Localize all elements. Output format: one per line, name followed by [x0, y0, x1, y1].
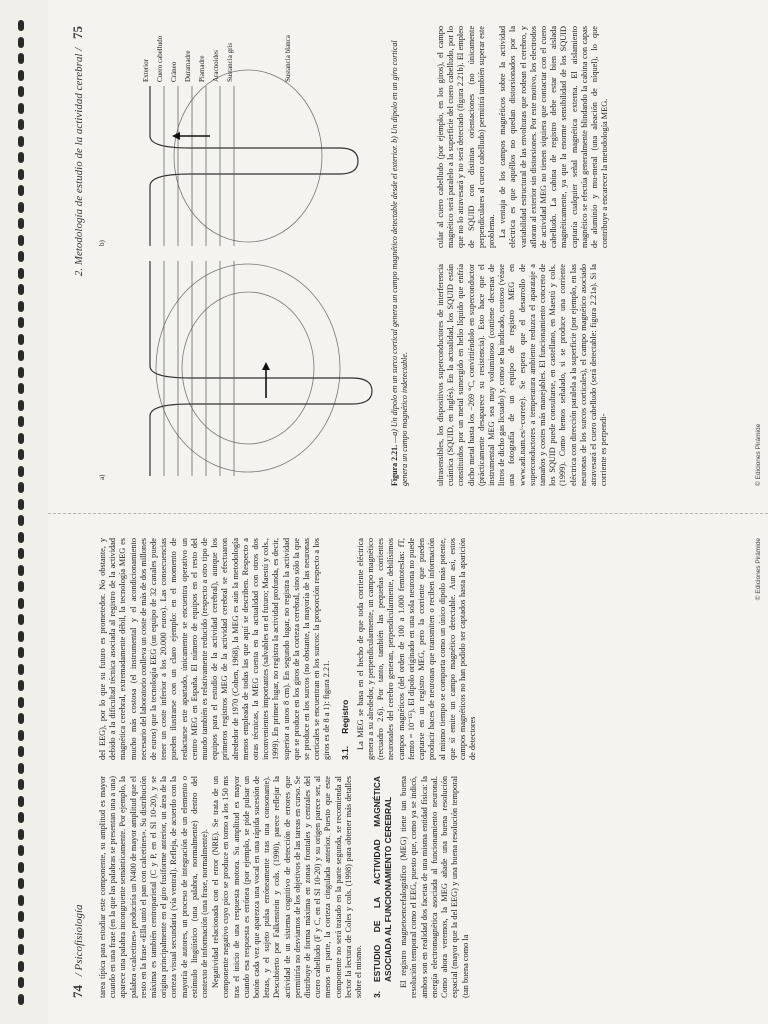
binding-hole: [18, 565, 24, 576]
binding-hole: [18, 235, 24, 246]
binding-hole: [18, 350, 24, 361]
paragraph: tarea típica para estudiar este componente, su amplitud es mayor cuando en una frase (en la que las palabras se presentan una a una) aparece una palabra incongruente semánticamente. Por ejemplo, la palabra «calcetines» produciría un N400 de mayor amplitud que el resto en la frase «Ella untó el pan con calcetines». Su distribución máxima es también centroparietal (C y P, en el SI 10-20), y se origina principalmente en el giro fusiforme anterior, un área de la corteza visual secundaria (vía ventral). Refleja, de acuerdo con la mayoría de autores, un proceso de integración de un elemento o estímulo lingüístico (una palabra, normalmente) dentro del contexto de información (una frase, normalmente).: [98, 776, 210, 998]
binding-hole: [18, 730, 24, 741]
binding-hole: [18, 911, 24, 922]
binding-hole: [18, 977, 24, 988]
binding-hole: [18, 70, 24, 81]
binding-hole: [18, 895, 24, 906]
text-columns: [436, 26, 746, 486]
label-sustancia-blanca: Sustancia blanca: [284, 35, 292, 82]
figure-2-21: [90, 26, 428, 486]
binding-hole: [18, 482, 24, 493]
binding-hole: [18, 532, 24, 543]
panel-b-label: b): [98, 240, 106, 246]
binding-hole: [18, 680, 24, 691]
label-cuero-cabelludo: Cuero cabelludo: [156, 35, 164, 82]
binding-hole: [18, 928, 24, 939]
binding-hole: [18, 218, 24, 229]
dipole-diagram: [90, 26, 386, 486]
binding-hole: [18, 878, 24, 889]
section-number: 3.: [372, 991, 383, 998]
binding-hole: [18, 499, 24, 510]
panel-a-label: a): [98, 474, 106, 480]
running-head-left: 74 / Psicofisiología: [70, 904, 85, 998]
binding-hole: [18, 284, 24, 295]
field-line-outer: [156, 264, 340, 472]
column-2: [98, 538, 746, 760]
binding-hole: [18, 515, 24, 526]
subsection-heading: [340, 538, 350, 760]
label-aracnoides: Aracnoides: [212, 50, 220, 82]
binding-hole: [18, 796, 24, 807]
paragraph: del EEG), por lo que su futuro es prometedor. No obstante, y debido a la dificultad técnica asociada al registro de la actividad magnética cerebral, extremadamente débil, la tecnología MEG es mucho más costosa (el instrumental y el acondicionamiento necesario del laboratorio conlleva un coste de más de dos millones de euros) que la tecnología EEG (un equipo de 32 canales puede tener un coste inferior a los 20.000 euros). Las consecuencias pueden ilustrarse con un claro ejemplo: en el momento de redactarse este apartado, únicamente se encuentra operativo un centro MEG en España. El número de equipos en el resto del mundo también es relativamente reducido (respecto a otro tipo de equipos para el estudio de la actividad cerebral), aunque los primeros registros MEG de la actividad cerebral se efectuaron alrededor de 1970 (Cohen, 1968), la MEG es aún la metodología menos empleada de todas las que aquí se describen. Respecto a otras técnicas, la MEG cuenta en la actualidad con otros dos inconvenientes importantes (salvables en el futuro; Maestú y cols., 1999). En primer lugar, no registra la actividad profunda, es decir, superior a unos 8 cm). En segundo lugar, no registra la actividad que se produce en los giros de la corteza cerebral, sino sólo la que se produce en los surcos (no obstante, la mayoría de las neuronas corticales se encuentran en los surcos: la proporción respecto a los giros es de 8 a 1): figura 2.21.: [98, 538, 332, 760]
page-number: 74: [70, 985, 85, 998]
cortex-surface-b: [150, 86, 358, 246]
binding-hole: [18, 862, 24, 873]
binding-hole: [18, 383, 24, 394]
binding-hole: [18, 713, 24, 724]
label-sustancia-gris: Sustancia gris: [226, 42, 234, 82]
caption-label: Figura 2.21.: [390, 444, 399, 486]
label-piamadre: Piamadre: [198, 55, 206, 82]
binding-hole: [18, 103, 24, 114]
binding-hole: [18, 53, 24, 64]
figure-caption: [390, 26, 410, 486]
binding-hole: [18, 317, 24, 328]
binding-hole: [18, 152, 24, 163]
section-title: ESTUDIO DE LA ACTIVIDAD MAGNÉTICA ASOCIADA AL FUNCIONAMIENTO CEREBRAL: [372, 776, 393, 982]
text-columns: [98, 538, 746, 998]
running-head-right: 2. Metodología de estudio de la actividad cerebral / 75: [70, 26, 85, 277]
binding-hole: [18, 251, 24, 262]
caption-text: —a) Un dipolo en un surco cortical genera un campo magnético detectable desde el exterior. b) Un dipolo en un giro cortical genera un campo magnético indetectable.: [390, 40, 409, 486]
page-number: 75: [70, 26, 85, 39]
spiral-binding: [0, 0, 48, 1024]
footer-right: © Ediciones Pirámide: [755, 423, 762, 486]
binding-hole: [18, 845, 24, 856]
binding-hole: [18, 994, 24, 1005]
label-duramadre: Duramadre: [184, 50, 192, 82]
binding-hole: [18, 367, 24, 378]
binding-hole: [18, 185, 24, 196]
binding-hole: [18, 119, 24, 130]
binding-hole: [18, 400, 24, 411]
binding-hole: [18, 829, 24, 840]
binding-hole: [18, 763, 24, 774]
column-1: [436, 264, 746, 486]
binding-hole: [18, 961, 24, 972]
binding-hole: [18, 416, 24, 427]
binding-hole: [18, 614, 24, 625]
section-heading: [372, 776, 393, 998]
column-1: [98, 776, 746, 998]
column-2: [436, 26, 746, 248]
subsection-number: 3.1.: [339, 746, 350, 760]
dipole-arrowhead-a: [262, 362, 270, 370]
binding-hole: [18, 169, 24, 180]
field-line-inner: [182, 292, 314, 444]
binding-hole: [18, 647, 24, 658]
binding-hole: [18, 598, 24, 609]
binding-hole: [18, 433, 24, 444]
footer-left: © Ediciones Pirámide: [755, 538, 762, 601]
page-75: [48, 0, 768, 512]
binding-hole: [18, 944, 24, 955]
label-exterior: Exterior: [142, 59, 150, 82]
running-head-text: Psicofisiología: [73, 904, 85, 971]
page-74: [48, 512, 768, 1024]
binding-hole: [18, 548, 24, 559]
binding-hole: [18, 779, 24, 790]
binding-hole: [18, 697, 24, 708]
paragraph: ultrasensibles, los dispositivos superconductores de interferencia cuántica (SQUID, en inglés). En la actualidad, los SQUID están constituidos por un metal sumergido en helio líquido que enfría dicho metal hasta los −269 °C, convirtiéndolo en superconductor (prácticamente desaparece su resistencia). Esto hace que el instrumental MEG sea muy voluminoso (contiene decenas de litros de dicho gas licuado) y, como se ha indicado, costoso (véase una fotografía de un equipo de registro MEG en www.adi.nam.es/~correte). Se espera que el desarrollo de superconductores a temperatura ambiente reduzca el aparataje a tamaños y costes más manejables. El funcionamiento concreto de los SQUID puede consultarse, en castellano, en Maestú y cols. (1999). Como hemos señalado, si se produce una corriente eléctrica con dirección paralela a la superficie (por ejemplo, en las neuronas de los surcos corticales), el campo magnético asociado atravesará el cuero cabelludo (será detectable: figura 2.21a). Si la corriente es perpendi-: [436, 264, 609, 486]
paragraph: Negatividad relacionada con el error (NRE). Se trata de un componente negativo cuyo pico se produce en torno a los 150 ms tras el inicio de una respuesta motora. Su amplitud es mayor cuando esa respuesta es errónea (por ejemplo, se pide pulsar un botón cada vez que aparezca una vocal en una rápida sucesión de letras, y el sujeto pulsa erróneamente tras una consonante). Descubierto por Falkenstein y cols. (1990), parece reflejar la actividad de un sistema cognitivo de detección de errores que permitiría no desviarnos de los objetivos de las tareas en curso. Se distribuye de forma máxima en zonas frontales y centrales del cuero cabelludo (F y C, en el SI 10-20) y su origen parece ser, al menos en parte, la corteza cingulada anterior. Puesto que este componente no será tratado en la parte segunda, se recomienda al lector la lectura de Coles y cols. (1998) para obtener más detalles sobre el mismo.: [211, 776, 364, 998]
paragraph: La ventaja de los campos magnéticos sobre la actividad eléctrica es que aquéllos no quedan distorsionados por la variabilidad estructural de las envolturas que rodean el cerebro, y afloran al exterior sin distorsiones. Por este motivo, los electrodos de actividad MEG no tienen siquiera que contactar con el cuero cabelludo. La cabina de registro debe estar bien aislada magnéticamente, ya que la enorme sensibilidad de los SQUID captaría cualquier señal magnética externa. El aislamiento magnético se efectúa generalmente blindando la cabina con capas de aluminio y mu-metal (una aleación de níquel), lo que contribuye a encarecer la metodología MEG.: [498, 26, 610, 248]
subsection-title: Registro: [339, 699, 350, 734]
label-craneo: Cráneo: [170, 61, 178, 82]
running-head-text: 2. Metodología de estudio de la actividad cerebral: [73, 53, 85, 277]
binding-hole: [18, 466, 24, 477]
rotated-spread: [48, 0, 768, 1024]
binding-hole: [18, 301, 24, 312]
binding-hole: [18, 334, 24, 345]
paragraph: La MEG se basa en el hecho de que toda corriente eléctrica genera a su alrededor, y perpendicularmente, un campo magnético (recuadro 2.6). Por tanto, también las pequeñas corrientes neuronales del cerebro generan, perpendicularmente, debilísimos campos magnéticos (del orden de 100 a 1.000 femtoteslas: fT, femto = 10⁻¹⁵). El dipolo originado en una sola neurona no puede captarse en un registro MEG, pero la corriente que pueden producir haces de neuronas que transmiten o reciben información al mismo tiempo se comporta como un único dipolo más potente, que sí emite un campo magnético detectable. Aun así, estos campos magnéticos no han podido ser captados hasta la aparición de detectores: [355, 538, 478, 760]
binding-hole: [18, 631, 24, 642]
binding-hole: [18, 268, 24, 279]
binding-hole: [18, 812, 24, 823]
field-line-b: [174, 70, 322, 242]
book-spread: [48, 0, 768, 1024]
paragraph: cular al cuero cabelludo (por ejemplo, en los giros), el campo magnético será paralelo a la superficie del cuero cabelludo, por lo que no lo atravesará y no será detectado (figura 2.21b). El empleo de SQUID con distintas orientaciones (no únicamente perpendiculares al cuero cabelludo) permitirá también superar este problema.: [436, 26, 497, 248]
binding-hole: [18, 746, 24, 757]
paragraph: El registro magnetoencefalográfico (MEG) tiene tan buena resolución temporal como el EEG, puesto que, como ya se indicó, ambos son en realidad dos facetas de una misma entidad física: la energía electromagnética asociada al funcionamiento neuronal. Como ahora veremos, la MEG añade una buena resolución espacial (mayor que la del EEG) y una buena resolución temporal (tan buena como la: [399, 776, 470, 998]
binding-hole: [18, 449, 24, 460]
binding-hole: [18, 20, 24, 31]
binding-hole: [18, 37, 24, 48]
binding-hole: [18, 581, 24, 592]
dipole-arrowhead-b: [172, 132, 180, 140]
binding-hole: [18, 664, 24, 675]
binding-hole: [18, 202, 24, 213]
binding-hole: [18, 86, 24, 97]
binding-hole: [18, 136, 24, 147]
